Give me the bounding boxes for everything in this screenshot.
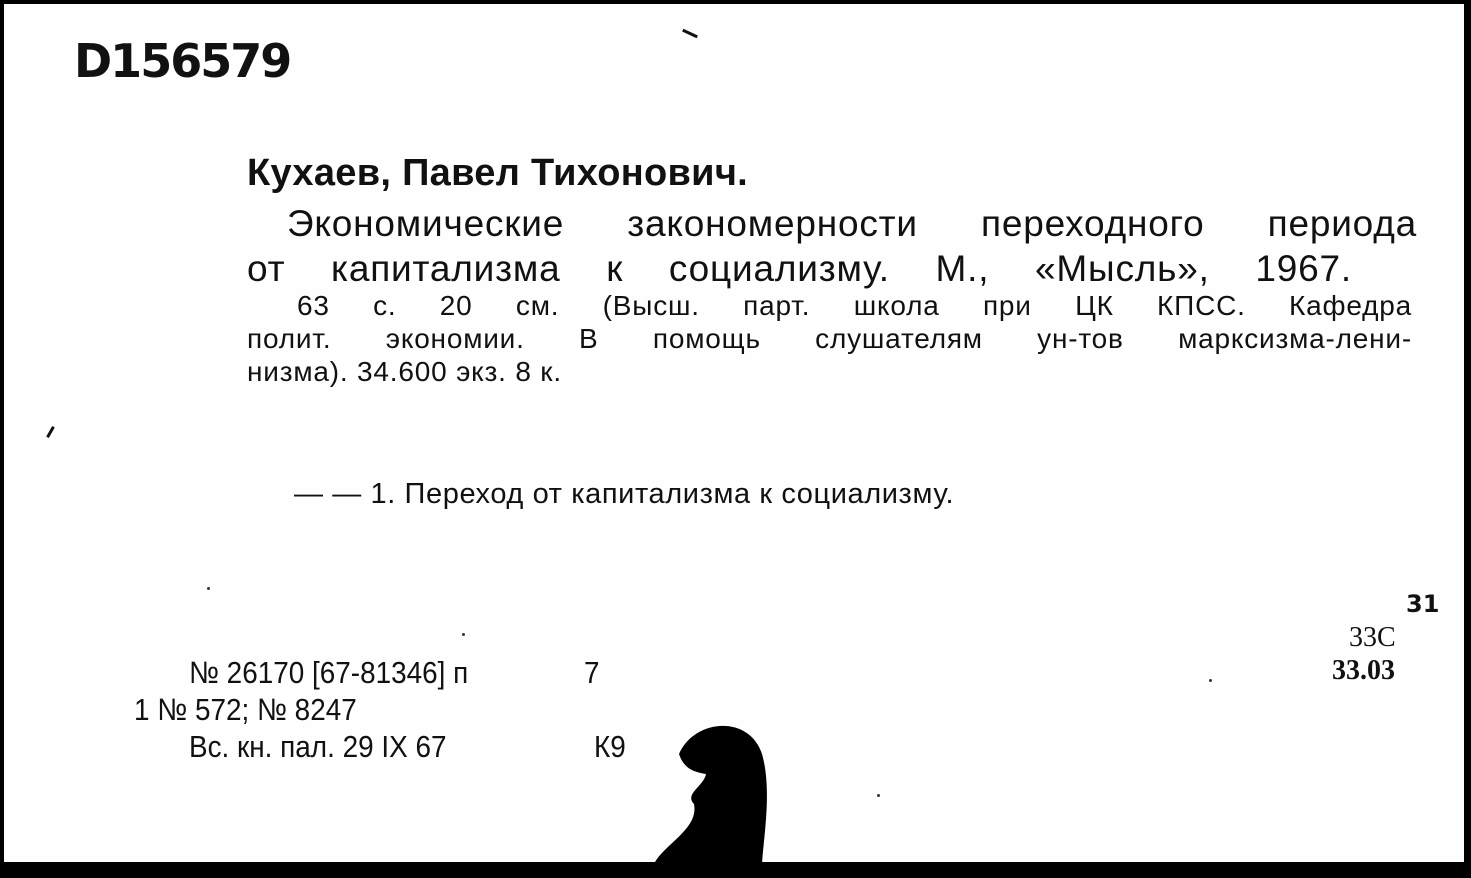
chamber-line: Вс. кн. пал. 29 IX 67: [189, 729, 447, 764]
pen-mark: [682, 29, 698, 38]
title-block: [247, 201, 1417, 291]
chamber-code: К9: [594, 729, 626, 764]
speck: [1209, 679, 1212, 682]
class-code-bottom: 33.03: [1332, 655, 1395, 686]
handwritten-inventory-number: D156579: [74, 34, 291, 88]
physical-description: [247, 289, 1412, 388]
registry-line: 1 № 572; № 8247: [134, 692, 357, 727]
speck: [877, 794, 880, 797]
ink-blot: [654, 714, 774, 862]
speck: [207, 587, 210, 590]
order-suffix: 7: [584, 655, 600, 690]
speck: [462, 633, 465, 636]
catalog-card: [4, 4, 1464, 862]
pen-tick: [46, 426, 55, 438]
title-line-2: от капитализма к социализму. М., «Мысль», 1967.: [247, 248, 1352, 289]
author-heading: Кухаев, Павел Тихонович.: [247, 152, 749, 194]
desc-line-2: полит. экономии. В помощь слушателям ун-тов марксизма-лени-: [247, 323, 1412, 354]
desc-line-3: низма). 34.600 экз. 8 к.: [247, 356, 562, 387]
order-number: № 26170 [67-81346] п: [189, 655, 469, 690]
subject-heading: — — 1. Переход от капитализма к социализму.: [294, 478, 955, 510]
title-line-1: Экономические закономерности переходного периода: [287, 203, 1417, 244]
class-code-handwritten: 31: [1406, 590, 1440, 618]
class-code-top: 33С: [1349, 622, 1396, 653]
desc-line-1: 63 с. 20 см. (Высш. парт. школа при ЦК КПСС. Кафедра: [297, 290, 1412, 321]
